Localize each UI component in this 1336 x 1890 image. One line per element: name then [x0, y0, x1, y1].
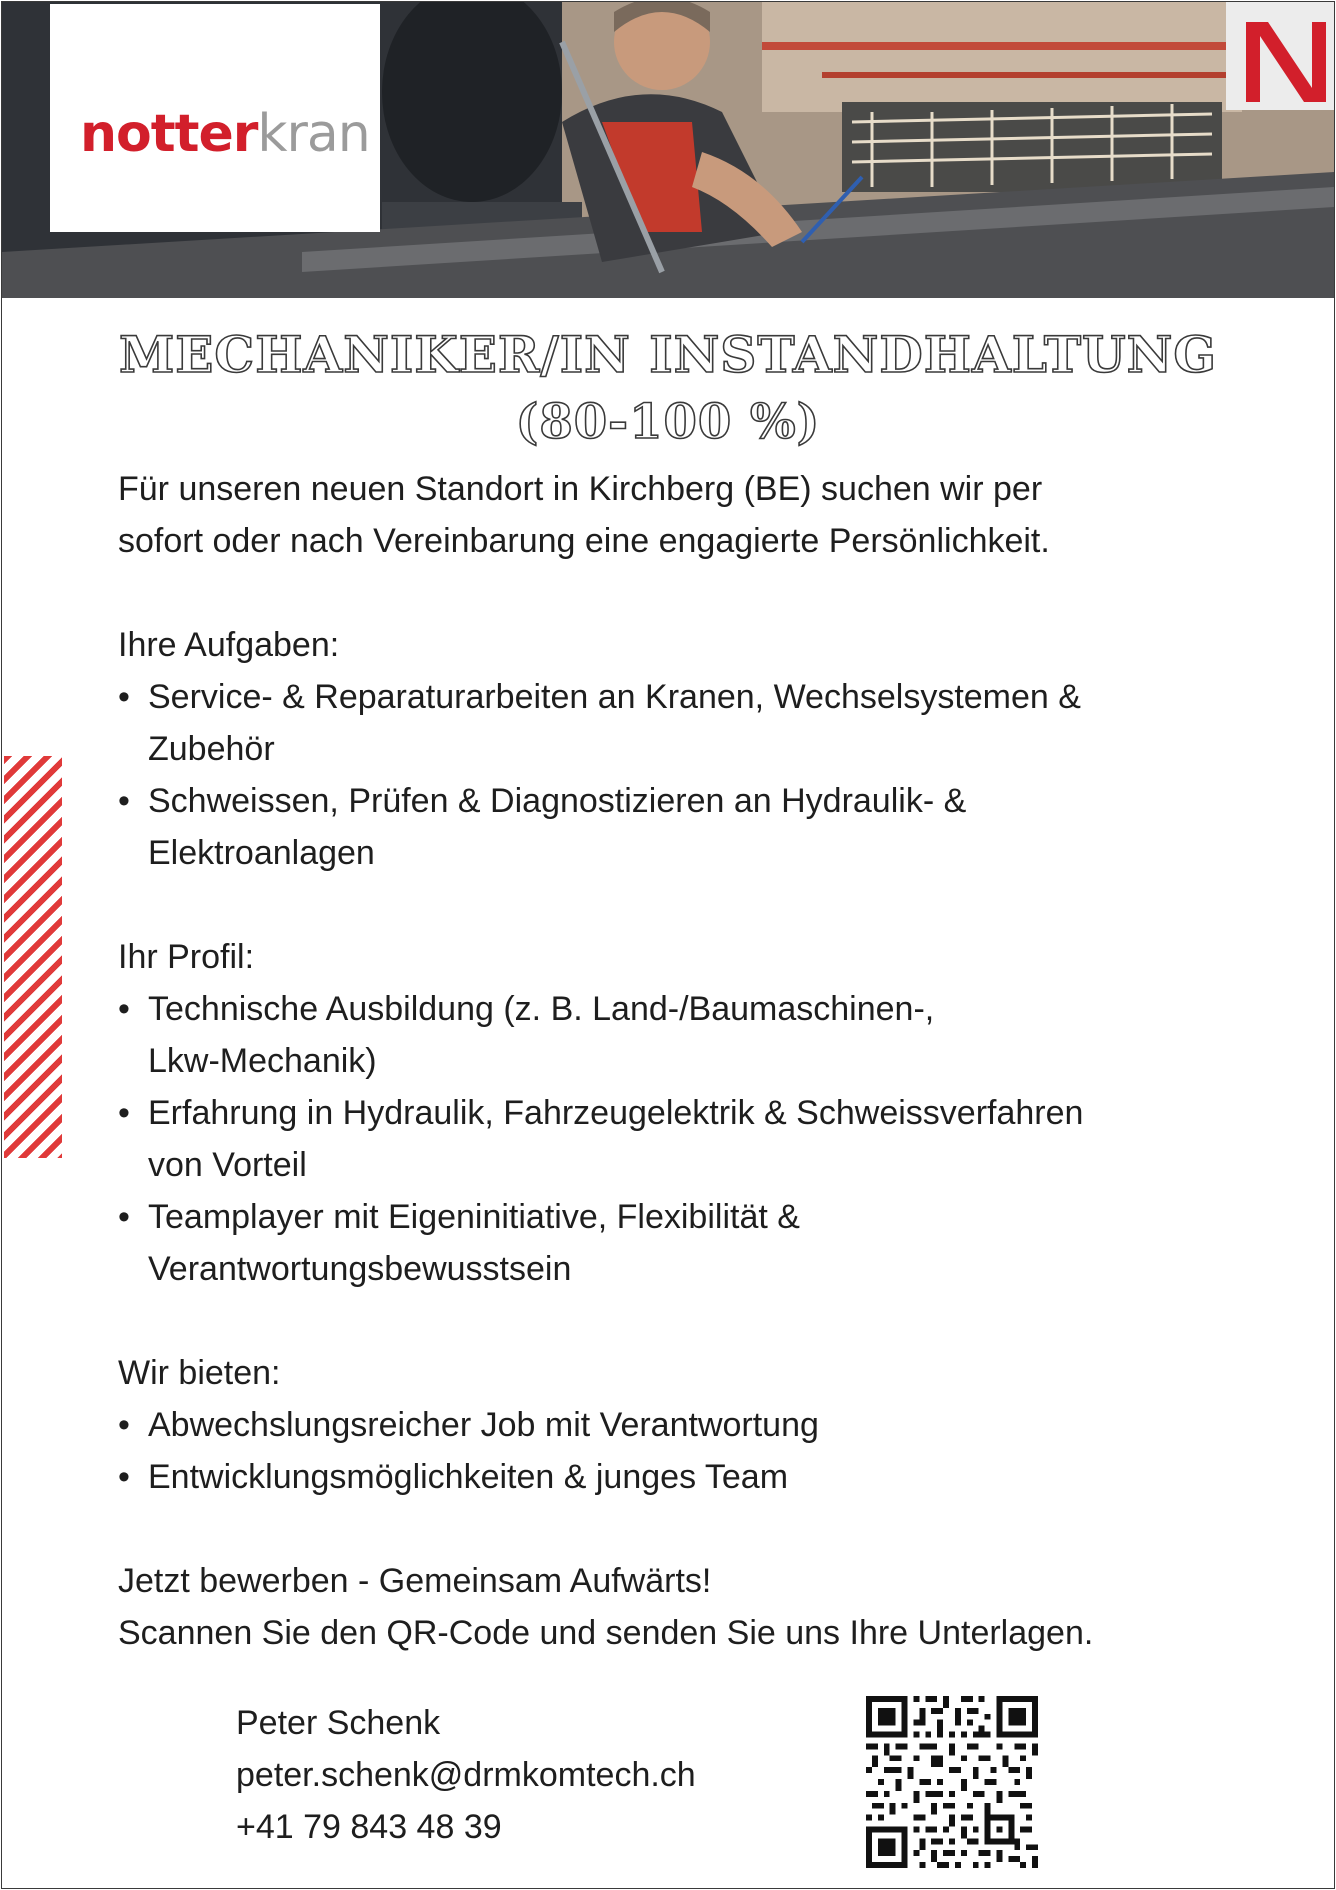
bullet-icon: •: [118, 1094, 130, 1132]
list-item: • Service- & Reparaturarbeiten an Kranen, Wechselsystemen &: [118, 678, 1081, 716]
decorative-stripes: [4, 756, 62, 1158]
intro-line-1: Für unseren neuen Standort in Kirchberg (BE) suchen wir per: [118, 470, 1043, 508]
bullet-icon: •: [118, 782, 130, 820]
tasks-heading: Ihre Aufgaben:: [118, 626, 340, 664]
offer-heading: Wir bieten:: [118, 1354, 281, 1392]
bullet-icon: •: [118, 1458, 130, 1496]
contact-name: Peter Schenk: [236, 1704, 441, 1742]
list-item: • Teamplayer mit Eigeninitiative, Flexibilität &: [118, 1198, 800, 1236]
list-item: • Technische Ausbildung (z. B. Land-/Baumaschinen-,: [118, 990, 935, 1028]
company-logo: [50, 4, 380, 232]
job-workload: (80-100 %): [515, 394, 821, 450]
list-item-continuation: von Vorteil: [148, 1146, 307, 1184]
list-item-continuation: Zubehör: [148, 730, 275, 768]
profile-heading: Ihr Profil:: [118, 938, 255, 976]
bullet-icon: •: [118, 990, 130, 1028]
job-title: MECHANIKER/IN INSTANDHALTUNG: [118, 325, 1218, 384]
bullet-icon: •: [118, 678, 130, 716]
list-item: • Schweissen, Prüfen & Diagnostizieren an Hydraulik- &: [118, 782, 967, 820]
qr-code[interactable]: [866, 1696, 1038, 1868]
list-item-continuation: Lkw-Mechanik): [148, 1042, 377, 1080]
list-item-continuation: Elektroanlagen: [148, 834, 375, 872]
job-ad-page: [1, 1, 1335, 1889]
logo-kran-text: kran: [257, 104, 370, 164]
list-item-continuation: Verantwortungsbewusstsein: [148, 1250, 572, 1288]
header-photo: [2, 2, 1334, 298]
cta-line-1: Jetzt bewerben - Gemeinsam Aufwärts!: [118, 1562, 712, 1600]
bullet-icon: •: [118, 1406, 130, 1444]
list-item: • Erfahrung in Hydraulik, Fahrzeugelektrik & Schweissverfahren: [118, 1094, 1084, 1132]
corner-logo-mark: [1226, 2, 1334, 110]
bullet-icon: •: [118, 1198, 130, 1236]
list-item: • Abwechslungsreicher Job mit Verantwortung: [118, 1406, 819, 1444]
contact-phone[interactable]: +41 79 843 48 39: [236, 1808, 502, 1846]
logo-notter-text: notter: [80, 104, 258, 164]
list-item: • Entwicklungsmöglichkeiten & junges Team: [118, 1458, 789, 1496]
cta-line-2: Scannen Sie den QR-Code und senden Sie uns Ihre Unterlagen.: [118, 1614, 1094, 1652]
contact-email[interactable]: peter.schenk@drmkomtech.ch: [236, 1756, 696, 1794]
intro-line-2: sofort oder nach Vereinbarung eine engagierte Persönlichkeit.: [118, 522, 1050, 560]
